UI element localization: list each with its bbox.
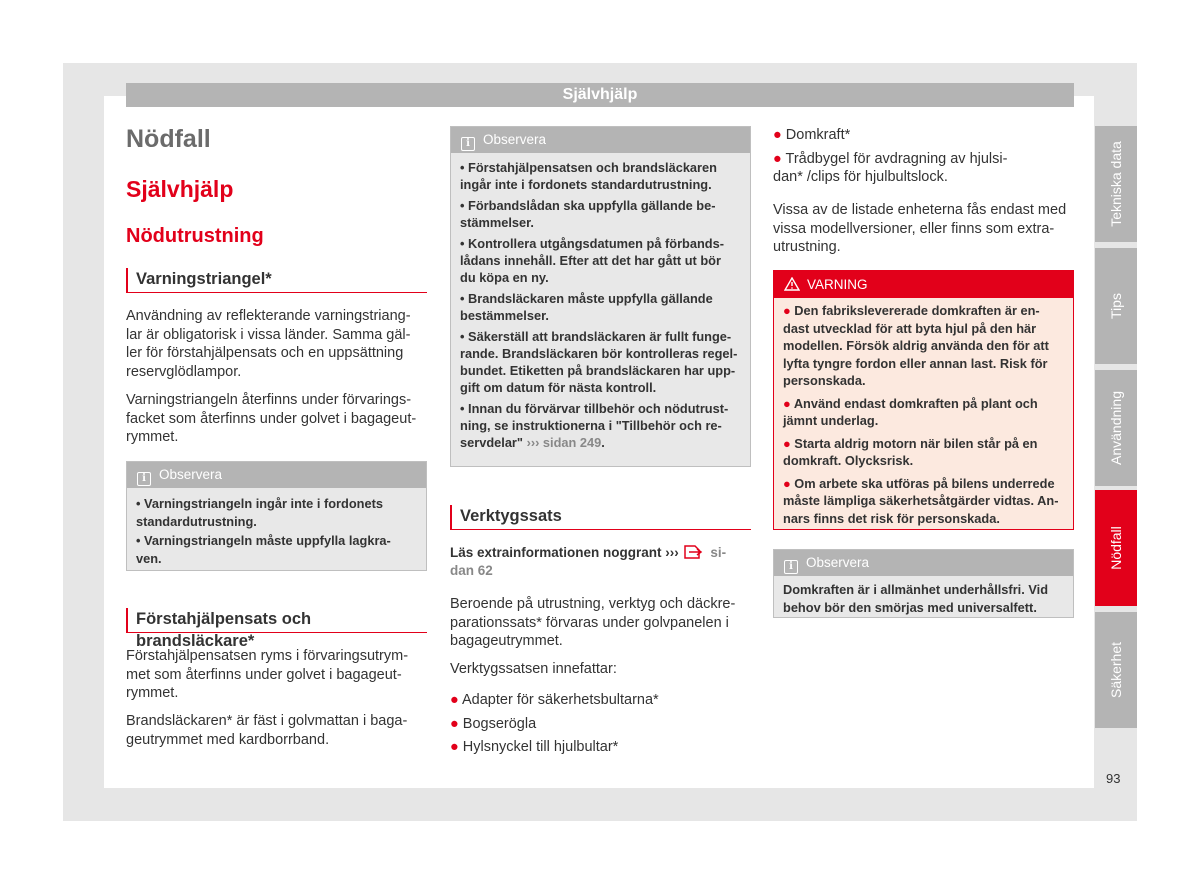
side-tab-tips[interactable]: Tips	[1095, 248, 1137, 364]
read-more-line: Läs extrainformationen noggrant ››› si- dan 62	[450, 545, 727, 578]
note-item: • Säkerställ att brandsläckaren är fullt funge- rande. Brandsläckaren bör kontrolleras regel- bundet. Etiketten på brandsläckaren har upp- gift om datum för nästa kontroll.	[460, 329, 738, 395]
running-header: Självhjälp	[126, 83, 1074, 107]
warning-header: VARNING	[774, 271, 1073, 298]
note-item: • Brandsläckaren måste uppfylla gällande bestämmelser.	[460, 291, 713, 323]
info-icon: i	[784, 560, 798, 574]
note-item: • Varningstriangeln måste uppfylla lagkra- ven.	[136, 533, 391, 566]
heading-tool-kit: Verktygssats	[450, 505, 751, 530]
availability-paragraph: Vissa av de listade enheterna fås endast med vissa modellversioner, eller finns som extra- utrustning.	[773, 202, 1067, 255]
first-aid-paragraph-1: Förstahjälpensatsen ryms i förvaringsutrym- met som återfinns under golvet i bagageut- rymmet.	[126, 648, 409, 701]
list-item: ● Domkraft*	[773, 127, 851, 143]
note-text: Domkraften är i allmänhet underhållsfri. Vid behov bör den smörjas med universalfett.	[783, 582, 1049, 615]
side-tab-emergency[interactable]: Nödfall	[1095, 490, 1137, 606]
warning-triangle-paragraph-2: Varningstriangeln återfinns under förvarings- facket som återfinns under golvet i bagageut- rymmet.	[126, 392, 417, 445]
warning-triangle-icon	[784, 273, 800, 287]
list-item: ● Bogserögla	[450, 715, 537, 732]
section-title: Självhjälp	[126, 176, 234, 202]
warning-triangle-paragraph-1: Användning av reflekterande varningstriang- lar är obligatorisk i vissa länder. Samma gäl- ler för förstahjälpensats och en uppsättning reservglödlampor.	[126, 308, 411, 380]
warning-item: ● Den fabrikslevererade domkraften är en- dast utvecklad för att byta hjul på den här modellen. Försök aldrig använda den för att lyfta tyngre fordon eller annan last. Risk för personskada.	[783, 303, 1049, 388]
note-item: • Innan du förvärvar tillbehör och nödutrust- ning, se instruktionerna i "Tillbehör och re- servdelar" ››› sidan 249.	[460, 401, 729, 450]
page-reference-link[interactable]: si- dan 62	[450, 545, 727, 578]
subsection-title: Nödutrustning	[126, 225, 264, 247]
note-header: i Observera	[127, 462, 426, 488]
list-item: ● Trådbygel för avdragning av hjulsi- dan* /clips för hjulbultslock.	[773, 150, 1008, 185]
chapter-title: Nödfall	[126, 125, 211, 153]
reference-icon	[683, 544, 707, 559]
side-tab-safety[interactable]: Säkerhet	[1095, 612, 1137, 728]
tool-kit-paragraph-1: Beroende på utrustning, verktyg och däckre- parationssats* förvaras under golvpanelen i bagageutrymmet.	[450, 596, 736, 649]
note-item: • Varningstriangeln ingår inte i fordonets standardutrustning.	[136, 496, 383, 529]
note-box-first-aid	[450, 126, 751, 467]
note-item: • Kontrollera utgångsdatumen på förbands- lådans innehåll. Efter att det har gått ut bör du köpa en ny.	[460, 236, 724, 285]
side-tab-technical-data[interactable]: Tekniska data	[1095, 126, 1137, 242]
heading-warning-triangle: Varningstriangel*	[126, 268, 427, 293]
warning-item: ● Om arbete ska utföras på bilens underrede måste lämpliga säkerhetsåtgärder vidtas. An- nars finns det risk för personskada.	[783, 475, 1059, 526]
list-item: ● Adapter för säkerhetsbultarna*	[450, 692, 659, 708]
first-aid-paragraph-2: Brandsläckaren* är fäst i golvmattan i baga- geutrymmet med kardborrband.	[126, 713, 408, 748]
info-icon: i	[461, 137, 475, 151]
tool-kit-paragraph-2: Verktygssatsen innefattar:	[450, 661, 617, 677]
note-box-jack	[773, 549, 1074, 618]
warning-box	[773, 270, 1074, 530]
note-item: • Förstahjälpensatsen och brandsläckaren ingår inte i fordonets standardutrustning.	[460, 160, 717, 192]
note-item: • Förbandslådan ska uppfylla gällande be- stämmelser.	[460, 198, 716, 230]
tool-kit-list-continued	[773, 126, 1074, 187]
note-header: i Observera	[451, 127, 750, 153]
warning-item: ● Använd endast domkraften på plant och jämnt underlag.	[783, 395, 1038, 428]
list-item: ● Hylsnyckel till hjulbultar*	[450, 739, 619, 755]
info-icon: i	[137, 472, 151, 486]
note-header: i Observera	[774, 550, 1073, 576]
page-reference-link[interactable]: ››› sidan 249	[526, 435, 602, 450]
heading-first-aid: Förstahjälpensats och brandsläckare*	[126, 608, 427, 633]
side-tab-usage[interactable]: Användning	[1095, 370, 1137, 486]
note-box-warning-triangle	[126, 461, 427, 571]
page-number: 93	[1106, 771, 1121, 786]
warning-item: ● Starta aldrig motorn när bilen står på en domkraft. Olycksrisk.	[783, 435, 1038, 468]
tool-kit-list	[450, 691, 751, 757]
